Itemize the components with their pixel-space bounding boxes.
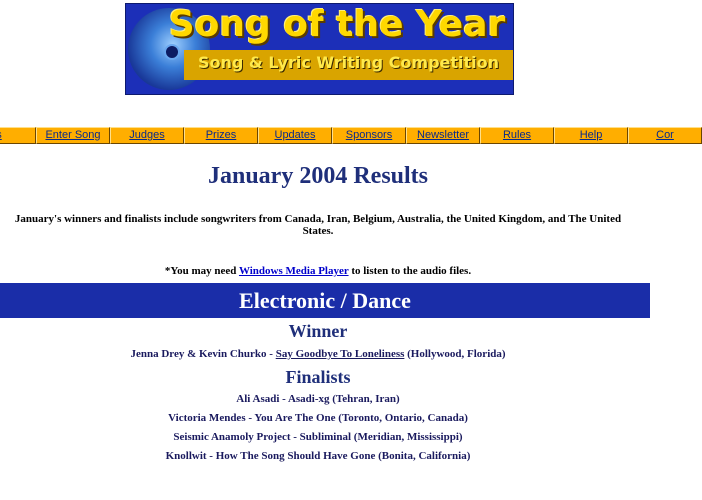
nav-item-newsletter[interactable]: Newsletter bbox=[406, 127, 480, 144]
nav-item-updates[interactable]: Updates bbox=[258, 127, 332, 144]
winner-entry bbox=[0, 348, 636, 360]
winner-location: (Hollywood, Florida) bbox=[404, 348, 506, 360]
results-intro: January's winners and finalists include songwriters from Canada, Iran, Belgium, Australia, the United Kingdom, and The United States. bbox=[14, 213, 622, 237]
nav-item-prizes[interactable]: Prizes bbox=[184, 127, 258, 144]
category-title: Electronic / Dance bbox=[239, 288, 411, 313]
nav-item-help[interactable]: Help bbox=[554, 127, 628, 144]
nav-item-sponsors[interactable]: Sponsors bbox=[332, 127, 406, 144]
finalist-entry: Ali Asadi - Asadi-xg (Tehran, Iran) bbox=[236, 393, 400, 405]
main-nav bbox=[0, 127, 702, 144]
nav-item-enter-song[interactable]: Enter Song bbox=[36, 127, 110, 144]
winner-artist: Jenna Drey & Kevin Churko - bbox=[130, 348, 276, 360]
banner-subtitle: Song & Lyric Writing Competition bbox=[197, 53, 500, 72]
finalist-entry: Victoria Mendes - You Are The One (Toronto, Ontario, Canada) bbox=[168, 412, 468, 424]
page-title: January 2004 Results bbox=[207, 163, 429, 189]
finalists-heading: Finalists bbox=[285, 367, 351, 387]
nav-item-judges[interactable]: Judges bbox=[110, 127, 184, 144]
category-header-bar bbox=[0, 283, 650, 318]
nav-item-partial-left[interactable] bbox=[0, 127, 36, 144]
winner-song-link[interactable]: Say Goodbye To Loneliness bbox=[275, 348, 405, 360]
finalist-entry: Seismic Anamoly Project - Subliminal (Meridian, Mississippi) bbox=[173, 431, 463, 443]
media-player-note bbox=[0, 265, 636, 277]
windows-media-player-link[interactable]: Windows Media Player bbox=[238, 265, 349, 277]
nav-item-rules[interactable]: Rules bbox=[480, 127, 554, 144]
nav-item-contact-partial[interactable]: Cor bbox=[628, 127, 702, 144]
site-banner bbox=[125, 3, 514, 95]
finalist-entry: Knollwit - How The Song Should Have Gone (Bonita, California) bbox=[165, 450, 471, 462]
media-note-prefix: *You may need bbox=[164, 265, 239, 277]
banner-title: Song of the Year bbox=[168, 4, 506, 45]
cd-hole bbox=[164, 44, 180, 60]
media-note-suffix: to listen to the audio files. bbox=[348, 265, 472, 277]
winner-heading: Winner bbox=[288, 321, 348, 341]
